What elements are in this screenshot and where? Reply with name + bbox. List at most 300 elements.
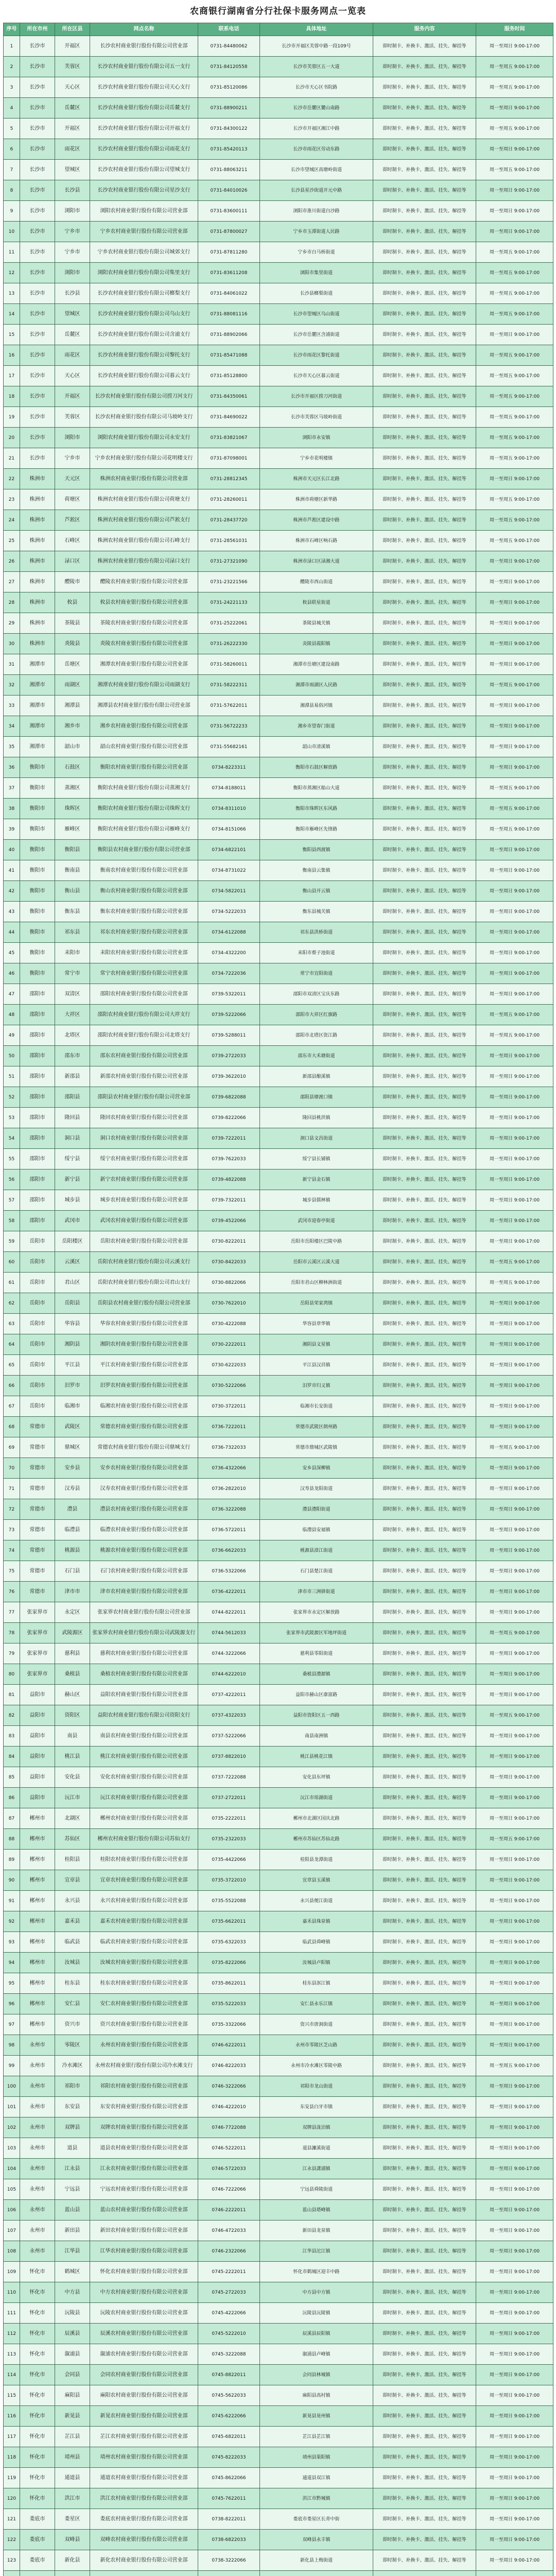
row-city: 岳阳市 (20, 1231, 55, 1252)
table-row (4, 737, 553, 757)
row-index: 108 (4, 2241, 20, 2262)
row-phone: 0734-8223311 (198, 757, 260, 778)
row-services: 即时制卡、补换卡、激活、挂失、解挂等 (373, 2097, 476, 2117)
row-phone: 0731-25222061 (198, 613, 260, 634)
row-services: 即时制卡、补换卡、激活、挂失、解挂等 (373, 1355, 476, 1376)
row-hours: 周一至周日 9:00-17:00 (476, 1520, 553, 1540)
row-city: 张家界市 (20, 1643, 55, 1664)
row-city: 邵阳市 (20, 1066, 55, 1087)
row-hours: 周一至周五 9:00-17:00 (476, 263, 553, 283)
row-branch-name: 湘潭农村商业银行股份有限公司营业部 (90, 654, 198, 675)
row-county: 湘阴县 (55, 1334, 90, 1355)
row-address: 株洲市石峰区响石路 (260, 531, 373, 551)
row-phone: 0731-27321090 (198, 551, 260, 572)
row-county: 汨罗市 (55, 1376, 90, 1396)
row-hours: 周一至周日 9:00-17:00 (476, 2035, 553, 2056)
row-services: 即时制卡、补换卡、激活、挂失、解挂等 (373, 57, 476, 77)
row-phone: 0746-7222066 (198, 2179, 260, 2200)
row-phone: 0746-8222033 (198, 2056, 260, 2076)
row-phone: 0739-4522066 (198, 1211, 260, 1231)
table-row (4, 1520, 553, 1540)
row-branch-name: 益阳农村商业银行股份有限公司资阳支行 (90, 1705, 198, 1726)
row-city: 永州市 (20, 2097, 55, 2117)
row-phone: 0730-7622010 (198, 1293, 260, 1314)
row-services: 即时制卡、补换卡、激活、挂失、解挂等 (373, 386, 476, 407)
row-branch-name: 邵阳县农村商业银行股份有限公司营业部 (90, 1087, 198, 1108)
table-row (4, 407, 553, 428)
row-branch-name: 城步农村商业银行股份有限公司营业部 (90, 1190, 198, 1211)
row-phone: 0739-5288011 (198, 1025, 260, 1046)
row-index: 10 (4, 222, 20, 242)
row-county: 长沙县 (55, 180, 90, 201)
table-row (4, 1355, 553, 1376)
row-address: 邵阳市大祥区红旗路 (260, 1005, 373, 1025)
row-branch-name: 岳阳农村商业银行股份有限公司君山支行 (90, 1273, 198, 1293)
row-services: 即时制卡、补换卡、激活、挂失、解挂等 (373, 1273, 476, 1293)
row-services: 即时制卡、补换卡、激活、挂失、解挂等 (373, 1664, 476, 1685)
row-address: 新邵县酿溪镇 (260, 1066, 373, 1087)
row-county: 宜章县 (55, 1870, 90, 1891)
table-row (4, 263, 553, 283)
row-services: 即时制卡、补换卡、激活、挂失、解挂等 (373, 2365, 476, 2385)
row-hours: 周一至周日 9:00-17:00 (476, 1170, 553, 1190)
row-services: 即时制卡、补换卡、激活、挂失、解挂等 (373, 2138, 476, 2159)
row-phone: 0735-2322033 (198, 1829, 260, 1850)
row-address: 常德市武陵区朗州路 (260, 1417, 373, 1437)
row-phone: 0731-84690022 (198, 407, 260, 428)
row-services: 即时制卡、补换卡、激活、挂失、解挂等 (373, 1252, 476, 1273)
row-index: 31 (4, 654, 20, 675)
table-row (4, 860, 553, 881)
row-services: 即时制卡、补换卡、激活、挂失、解挂等 (373, 1808, 476, 1829)
row-address: 常德市鼎城区武陵镇 (260, 1437, 373, 1458)
row-county: 澧县 (55, 1499, 90, 1520)
row-county: 冷水滩区 (55, 2056, 90, 2076)
row-branch-name: 祁东农村商业银行股份有限公司营业部 (90, 922, 198, 943)
row-index: 3 (4, 77, 20, 98)
row-county: 苏仙区 (55, 1829, 90, 1850)
row-city: 怀化市 (20, 2344, 55, 2365)
row-city: 邵阳市 (20, 1128, 55, 1149)
row-services: 即时制卡、补换卡、激活、挂失、解挂等 (373, 592, 476, 613)
row-hours: 周一至周日 9:00-17:00 (476, 2282, 553, 2303)
row-address: 湘潭市岳塘区建设南路 (260, 654, 373, 675)
row-city: 常德市 (20, 1499, 55, 1520)
row-phone: 0736-5722011 (198, 1520, 260, 1540)
row-branch-name: 岳阳农村商业银行股份有限公司云溪支行 (90, 1252, 198, 1273)
row-index: 12 (4, 263, 20, 283)
row-index: 34 (4, 716, 20, 737)
table-row (4, 1479, 553, 1499)
row-index: 21 (4, 448, 20, 469)
row-address: 安化县东坪镇 (260, 1767, 373, 1788)
row-services: 即时制卡、补换卡、激活、挂失、解挂等 (373, 1870, 476, 1891)
row-hours: 周一至周日 9:00-17:00 (476, 2076, 553, 2097)
row-services: 即时制卡、补换卡、激活、挂失、解挂等 (373, 1108, 476, 1128)
row-branch-name: 湘阴农村商业银行股份有限公司营业部 (90, 1334, 198, 1355)
row-county: 临武县 (55, 1932, 90, 1953)
row-services: 即时制卡、补换卡、激活、挂失、解挂等 (373, 634, 476, 654)
row-index: 19 (4, 407, 20, 428)
row-city: 衡阳市 (20, 963, 55, 984)
row-city: 株洲市 (20, 572, 55, 592)
row-county: 雨花区 (55, 139, 90, 160)
row-city: 永州市 (20, 2138, 55, 2159)
row-index: 45 (4, 943, 20, 963)
row-city: 郴州市 (20, 1932, 55, 1953)
table-row (4, 943, 553, 963)
row-services: 即时制卡、补换卡、激活、挂失、解挂等 (373, 2324, 476, 2344)
row-county: 浏阳市 (55, 428, 90, 448)
row-index: 40 (4, 840, 20, 860)
row-hours: 周一至周日 9:00-17:00 (476, 860, 553, 881)
row-city: 株洲市 (20, 613, 55, 634)
row-hours: 周一至周日 9:00-17:00 (476, 1417, 553, 1437)
table-row (4, 36, 553, 57)
column-header-city: 所在市州 (20, 23, 55, 36)
table-row (4, 428, 553, 448)
row-county: 云溪区 (55, 1252, 90, 1273)
row-services: 即时制卡、补换卡、激活、挂失、解挂等 (373, 1376, 476, 1396)
row-city: 郴州市 (20, 1911, 55, 1932)
row-hours: 周一至周日 9:00-17:00 (476, 737, 553, 757)
table-row (4, 922, 553, 943)
row-hours: 周一至周日 9:00-17:00 (476, 1870, 553, 1891)
row-county: 洞口县 (55, 1128, 90, 1149)
table-row (4, 1664, 553, 1685)
row-branch-name: 常宁农村商业银行股份有限公司营业部 (90, 963, 198, 984)
row-services: 即时制卡、补换卡、激活、挂失、解挂等 (373, 489, 476, 510)
row-hours: 周一至周日 9:00-17:00 (476, 2344, 553, 2365)
row-hours: 周一至周日 9:00-17:00 (476, 325, 553, 345)
row-services (373, 2571, 476, 2576)
row-index: 33 (4, 696, 20, 716)
table-row (4, 242, 553, 263)
row-index: 46 (4, 963, 20, 984)
row-branch-name: 洞口农村商业银行股份有限公司营业部 (90, 1128, 198, 1149)
row-hours: 周一至周日 9:00-17:00 (476, 1788, 553, 1808)
row-city: 郴州市 (20, 1994, 55, 2014)
row-index: 71 (4, 1479, 20, 1499)
table-row (4, 1685, 553, 1705)
row-index: 20 (4, 428, 20, 448)
row-city: 郴州市 (20, 1808, 55, 1829)
row-branch-name: 道县农村商业银行股份有限公司营业部 (90, 2138, 198, 2159)
row-index: 84 (4, 1747, 20, 1767)
row-phone: 0735-5522088 (198, 1891, 260, 1911)
row-services: 即时制卡、补换卡、激活、挂失、解挂等 (373, 2447, 476, 2468)
row-branch-name: 炎陵农村商业银行股份有限公司营业部 (90, 634, 198, 654)
row-index: 66 (4, 1376, 20, 1396)
row-phone: 0731-57622011 (198, 696, 260, 716)
row-hours: 周一至周日 9:00-17:00 (476, 1211, 553, 1231)
row-phone: 0738-6822033 (198, 2530, 260, 2550)
row-phone: 0739-3622010 (198, 1066, 260, 1087)
row-phone: 0734-8151066 (198, 819, 260, 840)
row-city: 永州市 (20, 2159, 55, 2179)
table-row (4, 1705, 553, 1726)
row-index: 17 (4, 366, 20, 386)
row-city: 湘潭市 (20, 716, 55, 737)
table-row (4, 1994, 553, 2014)
table-row (4, 1891, 553, 1911)
table-row (4, 2488, 553, 2509)
row-phone: 0730-2222011 (198, 1334, 260, 1355)
table-row (4, 1458, 553, 1479)
row-branch-name: 长沙农村商业银行股份有限公司开福支行 (90, 118, 198, 139)
row-address: 道县濂溪街道 (260, 2138, 373, 2159)
row-index: 25 (4, 531, 20, 551)
row-phone: 0745-2222011 (198, 2262, 260, 2282)
row-phone: 0730-4222088 (198, 1314, 260, 1334)
row-services: 即时制卡、补换卡、激活、挂失、解挂等 (373, 1973, 476, 1994)
row-branch-name: 长沙农村商业银行股份有限公司营业部 (90, 36, 198, 57)
row-hours: 周一至周五 9:00-17:00 (476, 819, 553, 840)
row-phone: 0731-88902066 (198, 325, 260, 345)
row-city: 常德市 (20, 1540, 55, 1561)
row-address: 益阳市资阳区五一西路 (260, 1705, 373, 1726)
row-county: 娄星区 (55, 2509, 90, 2530)
row-city: 岳阳市 (20, 1376, 55, 1396)
table-row (4, 2221, 553, 2241)
row-phone: 0746-4722033 (198, 2221, 260, 2241)
table-row (4, 1953, 553, 1973)
row-phone: 0746-5222011 (198, 2138, 260, 2159)
row-phone: 0731-84300122 (198, 118, 260, 139)
row-branch-name: 株洲农村商业银行股份有限公司渌口支行 (90, 551, 198, 572)
row-county: 双牌县 (55, 2117, 90, 2138)
row-city: 怀化市 (20, 2427, 55, 2447)
row-branch-name: 桂阳农村商业银行股份有限公司营业部 (90, 1850, 198, 1870)
row-services: 即时制卡、补换卡、激活、挂失、解挂等 (373, 1149, 476, 1170)
row-address: 永兴县便江街道 (260, 1891, 373, 1911)
row-address: 江华县沱江镇 (260, 2241, 373, 2262)
row-index: 37 (4, 778, 20, 799)
row-branch-name: 株洲农村商业银行股份有限公司荷塘支行 (90, 489, 198, 510)
table-row (4, 448, 553, 469)
row-hours: 周一至周日 9:00-17:00 (476, 1582, 553, 1602)
row-index: 29 (4, 613, 20, 634)
row-county: 资阳区 (55, 1705, 90, 1726)
row-hours: 周一至周日 9:00-17:00 (476, 1293, 553, 1314)
row-city: 长沙市 (20, 242, 55, 263)
row-branch-name (90, 2571, 198, 2576)
row-branch-name: 张家界农村商业银行股份有限公司武陵源支行 (90, 1623, 198, 1643)
row-city: 怀化市 (20, 2488, 55, 2509)
row-city: 邵阳市 (20, 1170, 55, 1190)
row-city: 怀化市 (20, 2406, 55, 2427)
row-address: 郴州市苏仙区苏仙北路 (260, 1829, 373, 1850)
row-hours: 周一至周日 9:00-17:00 (476, 1973, 553, 1994)
row-branch-name: 浏阳农村商业银行股份有限公司集里支行 (90, 263, 198, 283)
row-branch-name: 宁乡农村商业银行股份有限公司城郊支行 (90, 242, 198, 263)
row-address: 岳阳市云溪区云溪大道 (260, 1252, 373, 1273)
row-index: 122 (4, 2530, 20, 2550)
row-county: 辰溪县 (55, 2324, 90, 2344)
row-branch-name: 怀化农村商业银行股份有限公司营业部 (90, 2262, 198, 2282)
row-address: 衡阳市雁峰区先锋路 (260, 819, 373, 840)
row-index: 87 (4, 1808, 20, 1829)
row-index: 88 (4, 1829, 20, 1850)
row-hours: 周一至周日 9:00-17:00 (476, 139, 553, 160)
row-hours: 周一至周日 9:00-17:00 (476, 551, 553, 572)
row-hours: 周一至周日 9:00-17:00 (476, 634, 553, 654)
row-city: 怀化市 (20, 2303, 55, 2324)
row-county: 祁东县 (55, 922, 90, 943)
table-row (4, 1273, 553, 1293)
row-address: 祁阳市龙山街道 (260, 2076, 373, 2097)
row-hours: 周一至周日 9:00-17:00 (476, 222, 553, 242)
row-address: 衡山县开云镇 (260, 881, 373, 902)
row-services: 即时制卡、补换卡、激活、挂失、解挂等 (373, 510, 476, 531)
row-branch-name: 益阳农村商业银行股份有限公司营业部 (90, 1685, 198, 1705)
row-services: 即时制卡、补换卡、激活、挂失、解挂等 (373, 2200, 476, 2221)
row-index: 105 (4, 2179, 20, 2200)
row-county: 衡阳县 (55, 840, 90, 860)
row-index: 114 (4, 2365, 20, 2385)
row-address: 长沙市天心区书院路 (260, 77, 373, 98)
column-header-address: 具体地址 (260, 23, 373, 36)
row-branch-name: 衡阳农村商业银行股份有限公司营业部 (90, 757, 198, 778)
row-hours: 周一至周日 9:00-17:00 (476, 2097, 553, 2117)
row-city: 长沙市 (20, 98, 55, 118)
row-hours: 周一至周五 9:00-17:00 (476, 1623, 553, 1643)
row-county: 新田县 (55, 2221, 90, 2241)
table-row (4, 1293, 553, 1314)
row-phone: 0731-85120086 (198, 77, 260, 98)
row-address: 沅陵县沅陵镇 (260, 2303, 373, 2324)
row-hours: 周一至周五 9:00-17:00 (476, 1705, 553, 1726)
row-index: 102 (4, 2117, 20, 2138)
row-services: 即时制卡、补换卡、激活、挂失、解挂等 (373, 1025, 476, 1046)
row-services: 即时制卡、补换卡、激活、挂失、解挂等 (373, 1932, 476, 1953)
table-row (4, 1231, 553, 1252)
row-county: 岳麓区 (55, 98, 90, 118)
row-hours: 周一至周日 9:00-17:00 (476, 1046, 553, 1066)
row-county: 南县 (55, 1726, 90, 1747)
table-row (4, 1808, 553, 1829)
row-hours: 周一至周日 9:00-17:00 (476, 1994, 553, 2014)
row-branch-name: 长沙农村商业银行股份有限公司五一支行 (90, 57, 198, 77)
row-branch-name: 澧县农村商业银行股份有限公司营业部 (90, 1499, 198, 1520)
row-index: 24 (4, 510, 20, 531)
row-branch-name: 宁乡农村商业银行股份有限公司花明楼支行 (90, 448, 198, 469)
row-services: 即时制卡、补换卡、激活、挂失、解挂等 (373, 448, 476, 469)
table-row (4, 1747, 553, 1767)
row-city: 湘潭市 (20, 654, 55, 675)
row-phone: 0746-2222011 (198, 2200, 260, 2221)
row-city: 株洲市 (20, 634, 55, 654)
row-phone: 0731-88900211 (198, 98, 260, 118)
row-city: 益阳市 (20, 1788, 55, 1808)
row-city: 怀化市 (20, 2262, 55, 2282)
row-hours: 周一至周日 9:00-17:00 (476, 1396, 553, 1417)
row-index: 15 (4, 325, 20, 345)
row-county: 岳塘区 (55, 654, 90, 675)
row-county: 宁乡市 (55, 448, 90, 469)
row-index: 111 (4, 2303, 20, 2324)
row-hours: 周一至周日 9:00-17:00 (476, 2385, 553, 2406)
row-branch-name: 永州农村商业银行股份有限公司冷水滩支行 (90, 2056, 198, 2076)
row-city: 怀化市 (20, 2365, 55, 2385)
row-branch-name: 常德农村商业银行股份有限公司营业部 (90, 1417, 198, 1437)
row-index: 52 (4, 1087, 20, 1108)
table-row (4, 345, 553, 366)
table-row (4, 1128, 553, 1149)
row-index: 16 (4, 345, 20, 366)
row-county: 双峰县 (55, 2530, 90, 2550)
row-branch-name: 桂东农村商业银行股份有限公司营业部 (90, 1973, 198, 1994)
row-city: 郴州市 (20, 1850, 55, 1870)
row-index: 107 (4, 2221, 20, 2241)
row-address: 张家界市永定区解放路 (260, 1602, 373, 1623)
row-branch-name: 娄底农村商业银行股份有限公司营业部 (90, 2509, 198, 2530)
row-phone: 0730-5222066 (198, 1376, 260, 1396)
row-branch-name: 永兴农村商业银行股份有限公司营业部 (90, 1891, 198, 1911)
row-index: 79 (4, 1643, 20, 1664)
row-branch-name: 汉寿农村商业银行股份有限公司营业部 (90, 1479, 198, 1499)
table-row (4, 1623, 553, 1643)
row-services: 即时制卡、补换卡、激活、挂失、解挂等 (373, 551, 476, 572)
row-phone: 0745-3222088 (198, 2344, 260, 2365)
row-index: 51 (4, 1066, 20, 1087)
row-address: 桂阳县龙潭街道 (260, 1850, 373, 1870)
row-address: 株洲市天元区长江北路 (260, 469, 373, 489)
table-row (4, 77, 553, 98)
table-row (4, 1046, 553, 1066)
row-branch-name: 临武农村商业银行股份有限公司营业部 (90, 1932, 198, 1953)
row-services: 即时制卡、补换卡、激活、挂失、解挂等 (373, 1211, 476, 1231)
row-hours: 周一至周日 9:00-17:00 (476, 1087, 553, 1108)
row-branch-name: 祁阳农村商业银行股份有限公司营业部 (90, 2076, 198, 2097)
row-services: 即时制卡、补换卡、激活、挂失、解挂等 (373, 1643, 476, 1664)
row-phone: 0745-6822011 (198, 2427, 260, 2447)
row-branch-name: 长沙农村商业银行股份有限公司马坡岭支行 (90, 407, 198, 428)
row-branch-name: 安化农村商业银行股份有限公司营业部 (90, 1767, 198, 1788)
table-row (4, 1911, 553, 1932)
row-city: 邵阳市 (20, 1211, 55, 1231)
row-services: 即时制卡、补换卡、激活、挂失、解挂等 (373, 2159, 476, 2179)
row-city: 株洲市 (20, 510, 55, 531)
row-phone: 0736-3222088 (198, 1499, 260, 1520)
row-city: 邵阳市 (20, 1108, 55, 1128)
row-index: 112 (4, 2324, 20, 2344)
row-city: 永州市 (20, 2117, 55, 2138)
row-index: 38 (4, 799, 20, 819)
row-hours: 周一至周五 9:00-17:00 (476, 799, 553, 819)
row-phone: 0731-83600111 (198, 201, 260, 222)
row-phone: 0738-8222011 (198, 2509, 260, 2530)
row-address: 临澧县安福镇 (260, 1520, 373, 1540)
table-row (4, 1788, 553, 1808)
row-branch-name: 韶山农村商业银行股份有限公司营业部 (90, 737, 198, 757)
row-phone: 0731-85471088 (198, 345, 260, 366)
row-branch-name: 长沙农村商业银行股份有限公司天心支行 (90, 77, 198, 98)
row-hours: 周一至周日 9:00-17:00 (476, 654, 553, 675)
row-city: 衡阳市 (20, 860, 55, 881)
row-address: 株洲市渌口区渌湘大道 (260, 551, 373, 572)
row-index: 27 (4, 572, 20, 592)
table-row (4, 57, 553, 77)
row-phone: 0737-4222011 (198, 1685, 260, 1705)
row-city: 邵阳市 (20, 1190, 55, 1211)
row-branch-name: 洪江农村商业银行股份有限公司营业部 (90, 2488, 198, 2509)
row-address: 芷江县芷江镇 (260, 2427, 373, 2447)
row-hours: 周一至周日 9:00-17:00 (476, 1808, 553, 1829)
row-phone: 0735-8622011 (198, 1973, 260, 1994)
table-row (4, 1252, 553, 1273)
row-branch-name: 衡阳农村商业银行股份有限公司雁峰支行 (90, 819, 198, 840)
